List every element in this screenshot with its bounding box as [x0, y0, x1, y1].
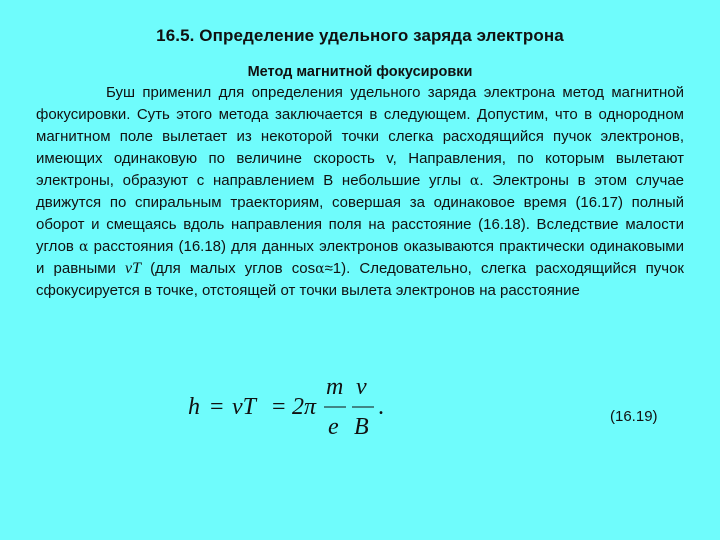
alpha-symbol: α: [79, 239, 89, 255]
page-title: 16.5. Определение удельного заряда электрона: [156, 26, 564, 45]
formula-B: B: [354, 414, 369, 440]
formula-m: m: [326, 374, 344, 400]
formula-e: e: [328, 414, 339, 440]
approx-symbol: ≈: [324, 260, 333, 277]
paragraph-text-1: Буш применил для определения удельного заряда электрона метод магнитной фокусировки. Суть этого метода заключается в следующем. Допустим, что в однородном магнитном поле вылетает из некоторой точки слегка расходящийся пучок электронов, имеющих одинаковую по величине скорость v, Направления, по которым вылетают электроны, образуют с направлением B небольшие углы: [36, 84, 684, 189]
paragraph-text-4: (для малых углов cos: [141, 260, 316, 277]
paragraph-text-2: . Электроны в этом случае движутся по спиральным траекториям, совершая за одинаковое время (16.17) полный оборот и смещаясь вдоль направления поля на расстояние (16.18). Вследствие малости углов: [36, 172, 684, 255]
alpha-symbol: α: [469, 173, 480, 189]
formula-dot: .: [378, 394, 384, 420]
formula-v: v: [356, 374, 367, 400]
formula-two-pi: 2π: [292, 394, 317, 420]
body-paragraph: [36, 82, 684, 302]
formula-vt: vT: [232, 394, 256, 420]
formula-equals-2: =: [272, 394, 286, 420]
section-subtitle: Метод магнитной фокусировки: [247, 64, 473, 80]
vt-expression: vT: [125, 260, 142, 277]
formula-h: h: [188, 394, 200, 420]
equation-number: (16.19): [610, 408, 658, 425]
formula-16-19: [186, 368, 406, 448]
formula-equals-1: =: [210, 394, 224, 420]
paragraph-text-3: расстояния (16.18) для данных электронов оказываются практически одинаковыми и равными: [36, 238, 684, 277]
paragraph-text-5: 1). Следовательно, слегка расходящийся пучок сфокусируется в точке, отстоящей от точки вылета электронов на расстояние: [36, 260, 684, 299]
alpha-symbol: α: [315, 261, 325, 277]
